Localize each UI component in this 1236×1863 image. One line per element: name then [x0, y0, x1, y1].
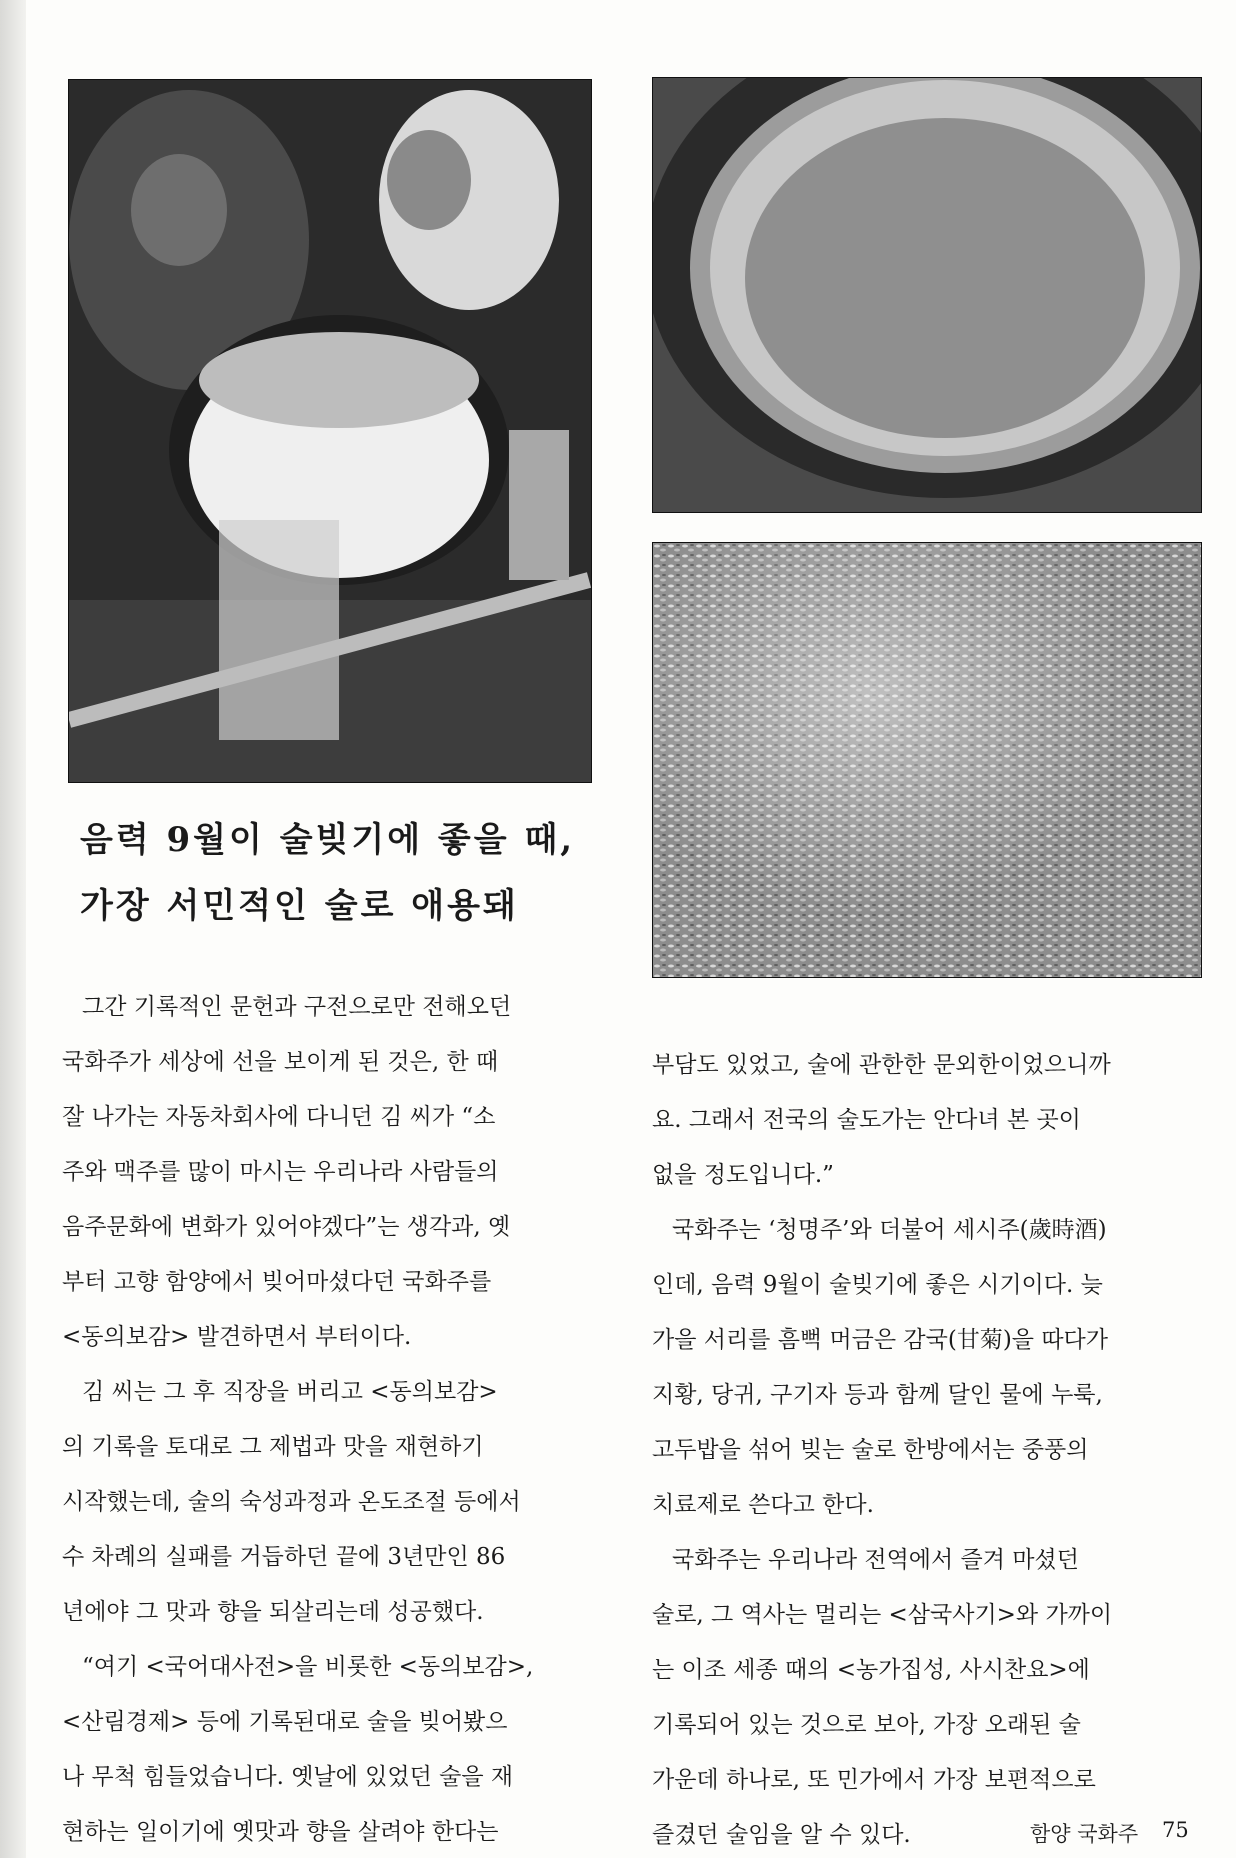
text-line: 요. 그래서 전국의 술도가는 안다녀 본 곳이 [652, 1107, 1081, 1133]
headline-line-2: 가장 서민적인 술로 애용돼 [80, 886, 519, 926]
text-line: 지황, 당귀, 구기자 등과 함께 달인 물에 누룩, [652, 1382, 1103, 1408]
text-line: 국화주는 우리나라 전역에서 즐겨 마셨던 [672, 1547, 1079, 1573]
text-line: 그간 기록적인 문헌과 구전으로만 전해오던 [82, 994, 512, 1020]
text-line: 술로, 그 역사는 멀리는 <삼국사기>와 가까이 [652, 1602, 1113, 1628]
text-line: 의 기록을 토대로 그 제법과 맛을 재현하기 [62, 1434, 484, 1460]
text-line: 가운데 하나로, 또 민가에서 가장 보편적으로 [652, 1767, 1096, 1793]
photo-vessel [652, 77, 1202, 513]
text-line: 국화주가 세상에 선을 보이게 된 것은, 한 때 [62, 1049, 499, 1075]
text-line: 현하는 일이기에 옛맛과 향을 살려야 한다는 [62, 1819, 499, 1845]
text-line: <동의보감> 발견하면서 부터이다. [62, 1324, 412, 1350]
text-line: 는 이조 세종 때의 <농가집성, 사시찬요>에 [652, 1657, 1090, 1683]
text-line: 나 무척 힘들었습니다. 옛날에 있었던 술을 재 [62, 1764, 514, 1790]
text-line: 부터 고향 함양에서 빚어마셨다던 국화주를 [62, 1269, 492, 1295]
body-column-left [62, 980, 602, 1860]
text-line: 김 씨는 그 후 직장을 버리고 <동의보감> [82, 1379, 498, 1405]
text-line: 즐겼던 술임을 알 수 있다. [652, 1822, 911, 1848]
text-line: 인데, 음력 9월이 술빚기에 좋은 시기이다. 늦 [652, 1272, 1103, 1298]
text-line: 년에야 그 맛과 향을 되살리는데 성공했다. [62, 1599, 484, 1625]
text-line: 기록되어 있는 것으로 보아, 가장 오래된 술 [652, 1712, 1081, 1738]
text-line: 국화주는 ‘청명주’와 더불어 세시주(歲時酒) [672, 1217, 1107, 1243]
page-number: 75 [1162, 1818, 1189, 1842]
text-line: 고두밥을 섞어 빚는 술로 한방에서는 중풍의 [652, 1437, 1089, 1463]
page-spine-shadow [0, 0, 26, 1858]
photo-pouring-rice [68, 79, 592, 783]
headline-line-1: 음력 9월이 술빚기에 좋을 때, [80, 820, 576, 860]
text-line: 음주문화에 변화가 있어야겠다”는 생각과, 옛 [62, 1214, 511, 1240]
text-line: 가을 서리를 흠뻑 머금은 감국(甘菊)을 따다가 [652, 1327, 1108, 1353]
text-line: 부담도 있었고, 술에 관한한 문외한이었으니까 [652, 1052, 1111, 1078]
footer-title: 함양 국화주 [1030, 1822, 1139, 1846]
photo-rice-mash [652, 542, 1202, 978]
text-line: 없을 정도입니다.” [652, 1162, 834, 1188]
text-line: 수 차례의 실패를 거듭하던 끝에 3년만인 86 [62, 1544, 506, 1570]
text-line: 주와 맥주를 많이 마시는 우리나라 사람들의 [62, 1159, 499, 1185]
text-line: <산림경제> 등에 기록된대로 술을 빚어봤으 [62, 1709, 508, 1735]
body-column-right [652, 1038, 1200, 1863]
text-line: 시작했는데, 술의 숙성과정과 온도조절 등에서 [62, 1489, 521, 1515]
text-line: 치료제로 쓴다고 한다. [652, 1492, 874, 1518]
text-line: “여기 <국어대사전>을 비롯한 <동의보감>, [82, 1654, 534, 1680]
text-line: 잘 나가는 자동차회사에 다니던 김 씨가 “소 [62, 1104, 496, 1130]
